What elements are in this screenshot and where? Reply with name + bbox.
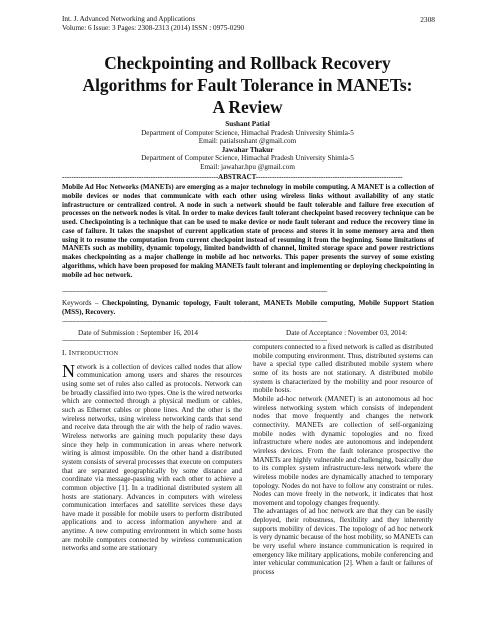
author-affiliation: Department of Computer Science, Himachal Pradesh University Shimla-5	[141, 154, 354, 163]
author-name: Sushant Patial	[225, 120, 270, 128]
section-title-rest: NTRODUCTION	[71, 350, 119, 357]
author-name: Jawahar Thakur	[221, 145, 274, 154]
body-paragraph: Mobile ad-hoc network (MANET) is an autonomous ad hoc wireless networking system which consists of independent nodes that move frequently and changes the network connectivity. MANETs are collection of self-organizing mobile nodes with dynamic topologies and no fixed infrastructure where nodes are autonomous and independent wireless devices. From the fault tolerance prospective the MANETs are highly vulnerable and challenging, basically due to its complex system infrastructure-less network where the wireless mobile nodes are dynamically attached to temporary topology. Nodes do not have to follow any constraint or rules. Nodes can move freely in the network, it indicates that host movement and topology changes frequently.	[253, 394, 433, 507]
section-heading	[62, 349, 242, 359]
submission-date: Date of Submission : September 16, 2014	[78, 329, 198, 337]
right-column	[253, 343, 433, 577]
journal-volume-info: Volume: 6 Issue: 3 Pages: 2308-2313 (2014) ISSN : 0975-0290	[62, 24, 245, 32]
separator-line: ------------------------------------------------------------------------------------------------------------------------------------------------------------	[62, 319, 327, 325]
keywords-terms: Checkpointing, Dynamic topology, Fault tolerant, MANETs Mobile computing, Mobile Support Station (MSS), Recovery.	[62, 299, 434, 316]
keywords	[62, 299, 434, 317]
journal-header	[62, 15, 244, 33]
journal-name: Int. J. Advanced Networking and Applications	[62, 15, 196, 23]
acceptance-date: Date of Acceptance : November 03, 2014:	[286, 329, 408, 337]
section-title-first: I	[68, 348, 72, 357]
title-line-3: A Review	[212, 97, 283, 117]
body-paragraph: computers connected to a fixed network is called as distributed mobile computing environment. Thus, distributed systems can have a special type called distributed mobile system where some of its hosts are not stationary. A distributed mobile system is characterized by the mobility and poor resource of mobile hosts.	[253, 343, 433, 395]
keywords-label: Keywords –	[62, 299, 102, 307]
separator-line: ------------------------------------------------------------------------------------------------------------------------------------------------------------	[62, 338, 327, 344]
title-line-2: Algorithms for Fault Tolerance in MANETs:	[82, 75, 413, 95]
author-affiliation: Department of Computer Science, Himachal Pradesh University Shimla-5	[141, 128, 354, 137]
author-block	[0, 120, 495, 172]
paper-title	[40, 52, 455, 118]
abstract-heading: -------------------------------------------------------------------ABSTRACT---------------------------------------------------------------	[62, 173, 403, 181]
abstract-text: Mobile Ad Hoc Networks (MANETs) are emerging as a major technology in mobile computing. A MANET is a collection of mobile devices or nodes that communicate with each other using wireless links without availability of any static infrastructure or centralized control. A node in such a network should be fault tolerable and failure free execution of processes on the network nodes is vital. In order to make devices fault tolerant checkpoint based recovery technique can be used. Checkpointing is a technique that can be used to make device or node fault tolerant and reduce the recovery time in case of failure. It takes the snapshot of current application state of process and stores it in some memory area and then using it to resume the computation from current checkpoint instead of resuming it from the beginning. Some limitations of MANETs such as mobility, dynamic topology, limited bandwidth of channel, limited storage space and power restrictions makes checkpointing as a major challenge in mobile ad hoc networks. This paper presents the survey of some existing algorithms, which have been proposed for making MANETs fault tolerant and implementing or deploying checkpointing in mobile ad hoc network.	[62, 183, 434, 279]
left-column	[62, 349, 242, 553]
page-number: 2308	[420, 15, 435, 24]
section-number: I.	[62, 348, 69, 357]
intro-text: etwork is a collection of devices called nodes that allow communication among users and shares the resources using some set of rules also called as protocols. Network can be broadly classified into two types. One is the wired networks which are connected through a physical medium or cables, such as Ethernet cables or phone lines. And the other is the wireless networks, using wireless networking cards that send and receive data through the air with the help of radio waves. Wireless networks are gaining much popularity these days since they help in communication in areas where network wiring is almost impossible. On the other hand a distributed system consists of several processes that execute on computers that are separated geographically by some distance and coordinate via message-passing with each other to achieve a common objective [1]. In a traditional distributed system all hosts are stationary. Advances in computers with wireless communication interfaces and satellite services these days have made it possible for mobile users to perform distributed applications and to access information anywhere and at anytime. A new computing environment in which some hosts are mobile computers connected by wireless communication networks and some are stationary	[62, 362, 242, 553]
title-line-1: Checkpointing and Rollback Recovery	[104, 53, 391, 73]
body-paragraph: The advantages of ad hoc network are that they can be easily deployed, their robustness, flexibility and they inherently supports mobility of devices. The topology of ad hoc network is very dynamic because of the host mobility, so MANETs can be very useful where instance communication is required in emergency like military applications, mobile conferencing and inter vehicular communication [2]. When a fault or failures of process	[253, 507, 433, 577]
drop-cap: N	[62, 360, 75, 381]
intro-paragraph	[62, 360, 242, 553]
separator-line: ------------------------------------------------------------------------------------------------------------------------------------------------------------	[62, 289, 327, 295]
author-email: Email: jawahar.hpu @gmail.com	[200, 162, 295, 171]
author-email: Email: patialsushant @gmail.com	[198, 137, 297, 146]
